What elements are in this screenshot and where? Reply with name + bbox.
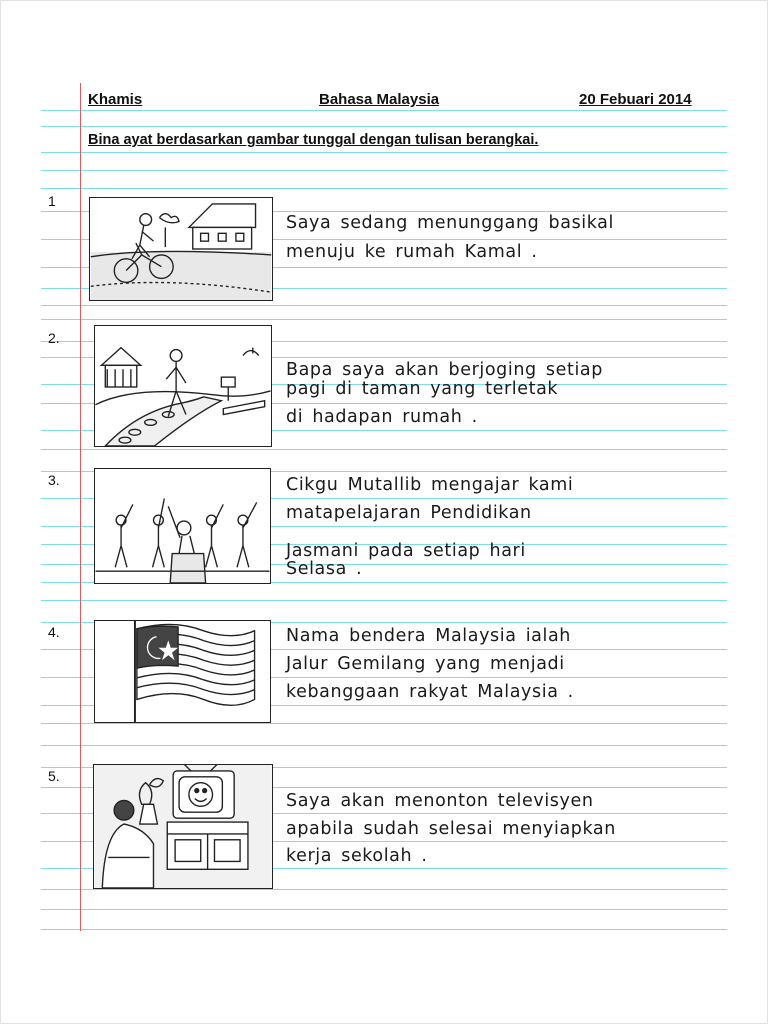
- boy-watching-television-icon: [93, 764, 273, 889]
- exercise-sentence-line: kerja sekolah .: [286, 846, 428, 866]
- exercise-number: 3.: [48, 472, 60, 488]
- exercise-sentence-line: Selasa .: [286, 559, 363, 579]
- exercise-sentence-line: Nama bendera Malaysia ialah: [286, 626, 571, 646]
- exercise-number: 4.: [48, 624, 60, 640]
- header-day: Khamis: [88, 91, 143, 108]
- exercise-sentence-line: Saya sedang menunggang basikal: [286, 213, 614, 233]
- boy-cycling-to-house-icon: [89, 197, 273, 301]
- exercise-sentence-line: Jasmani pada setiap hari: [286, 541, 526, 561]
- exercise-sentence-line: Cikgu Mutallib mengajar kami: [286, 475, 574, 495]
- exercise-number: 5.: [48, 768, 60, 784]
- header-subject: Bahasa Malaysia: [319, 91, 440, 108]
- exercise-sentence-line: Bapa saya akan berjoging setiap: [286, 360, 603, 380]
- malaysia-flag-icon: [94, 620, 271, 723]
- exercise-sentence-line: Jalur Gemilang yang menjadi: [286, 654, 565, 674]
- exercise-sentence-line: pagi di taman yang terletak: [286, 379, 559, 399]
- header-date: 20 Febuari 2014: [579, 91, 692, 108]
- instruction: Bina ayat berdasarkan gambar tunggal dengan tulisan berangkai.: [88, 132, 539, 148]
- exercise-sentence-line: di hadapan rumah .: [286, 407, 478, 427]
- exercise-sentence-line: apabila sudah selesai menyiapkan: [286, 819, 616, 839]
- margin-line: [80, 83, 81, 931]
- exercise-number: 2.: [48, 330, 60, 346]
- exercise-sentence-line: menuju ke rumah Kamal .: [286, 242, 538, 262]
- exercise-number: 1: [48, 193, 56, 209]
- exercise-sentence-line: Saya akan menonton televisyen: [286, 791, 594, 811]
- exercise-sentence-line: kebanggaan rakyat Malaysia .: [286, 682, 574, 702]
- exercise-sentence-line: matapelajaran Pendidikan: [286, 503, 532, 523]
- pe-class-exercise-icon: [94, 468, 271, 584]
- man-jogging-in-park-icon: [94, 325, 272, 447]
